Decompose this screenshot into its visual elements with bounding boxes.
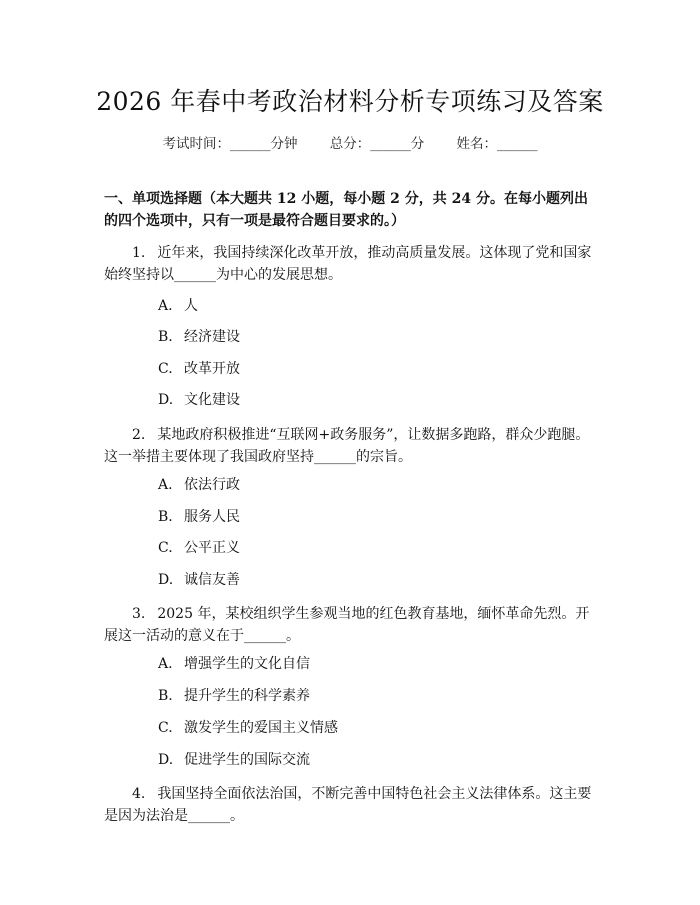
question-text: 某地政府积极推进“互联网+政务服务”，让数据多跑路，群众少跑腿。这一举措主要体现了我国政府坚持______的宗旨。 [104, 427, 590, 465]
option-3d: D. 促进学生的国际交流 [158, 752, 310, 768]
question-4 [104, 783, 600, 827]
option-3b: B. 提升学生的科学素养 [158, 688, 310, 704]
student-name: 姓名：______ [456, 136, 538, 152]
option-2a: A. 依法行政 [158, 477, 240, 493]
question-1 [104, 242, 600, 286]
total-score: 总分：______分 [329, 136, 425, 152]
exam-meta [0, 132, 700, 152]
option-1a: A. 人 [158, 298, 198, 314]
question-number: 1. [132, 245, 146, 261]
option-2c: C. 公平正义 [158, 540, 240, 556]
question-text: 2025 年，某校组织学生参观当地的红色教育基地，缅怀革命先烈。开展这一活动的意义在于______。 [104, 606, 590, 644]
option-1c: C. 改革开放 [158, 361, 240, 377]
question-number: 4. [132, 786, 146, 802]
page-title: 2026 年春中考政治材料分析专项练习及答案 [96, 87, 604, 116]
exam-time: 考试时间：______分钟 [162, 136, 298, 152]
question-3 [104, 603, 600, 647]
question-number: 3. [132, 606, 146, 622]
question-number: 2. [132, 427, 146, 443]
option-3c: C. 激发学生的爱国主义情感 [158, 720, 338, 736]
option-3a: A. 增强学生的文化自信 [158, 656, 310, 672]
question-text: 我国坚持全面依法治国，不断完善中国特色社会主义法律体系。这主要是因为法治是______。 [104, 786, 592, 824]
option-2b: B. 服务人民 [158, 509, 240, 525]
section-heading: 一、单项选择题（本大题共 12 小题，每小题 2 分，共 24 分。在每小题列出的四个选项中，只有一项是最符合题目要求的。） [104, 191, 588, 229]
question-text: 近年来，我国持续深化改革开放，推动高质量发展。这体现了党和国家始终坚持以______为中心的发展思想。 [104, 245, 592, 283]
question-2 [104, 424, 600, 468]
option-1d: D. 文化建设 [158, 392, 240, 408]
option-2d: D. 诚信友善 [158, 572, 240, 588]
option-1b: B. 经济建设 [158, 329, 240, 345]
